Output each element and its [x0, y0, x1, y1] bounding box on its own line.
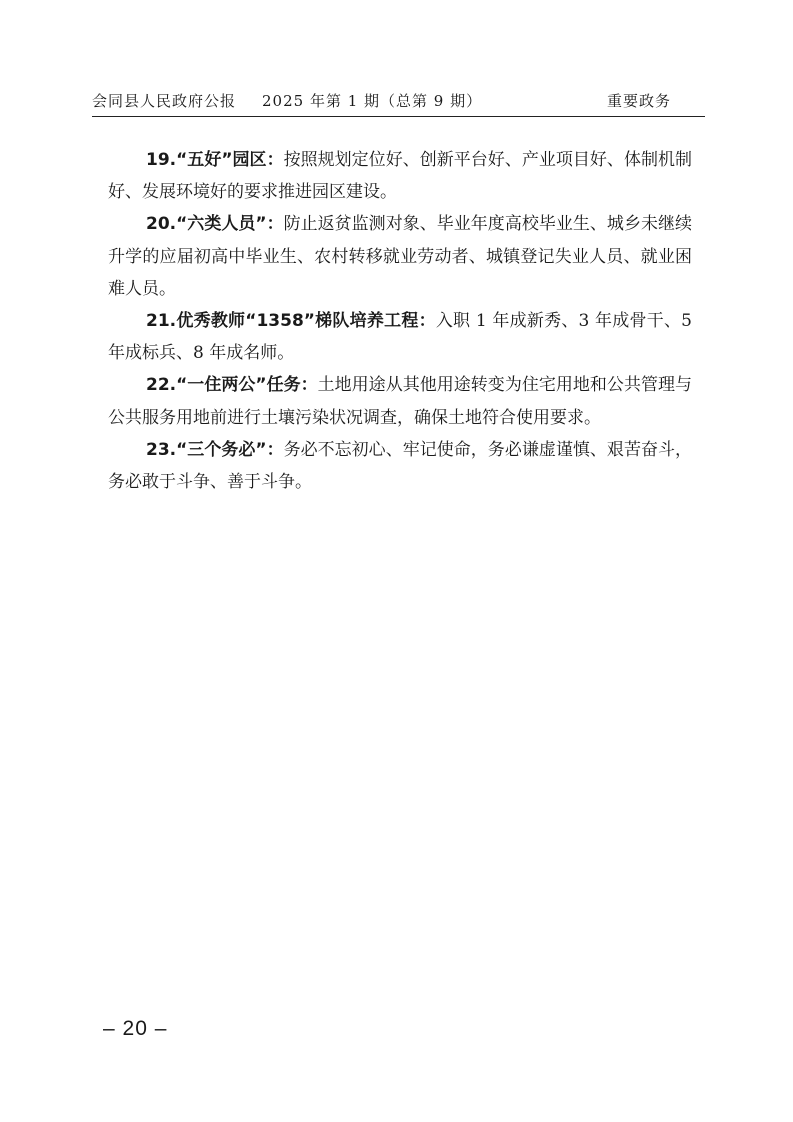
glossary-item-22 — [108, 369, 692, 433]
glossary-body — [108, 144, 692, 498]
glossary-term: 23.“三个务必”： — [146, 439, 284, 460]
page-number: – 20 – — [103, 1017, 168, 1040]
glossary-term: 20.“六类人员”： — [146, 214, 284, 235]
glossary-definition: 防止返贫监测对象、毕业年度高校毕业生、城乡未继续升学的应届初高中毕业生、农村转移就业劳动者、城镇登记失业人员、就业困难人员。 — [108, 214, 692, 299]
glossary-item-19 — [108, 144, 692, 208]
publication-title: 会同县人民政府公报 — [92, 92, 237, 110]
glossary-item-20 — [108, 208, 692, 305]
glossary-term: 19.“五好”园区： — [146, 150, 284, 170]
issue-number: 2025 年第 1 期（总第 9 期） — [262, 92, 483, 110]
section-name: 重要政务 — [606, 92, 671, 110]
glossary-term: 21.优秀教师“1358”梯队培养工程： — [146, 311, 436, 332]
running-header — [92, 88, 705, 114]
header-divider — [92, 116, 705, 117]
glossary-definition: 务必不忘初心、牢记使命，务必谦虚谨慎、艰苦奋斗，务必敢于斗争、善于斗争。 — [108, 439, 692, 493]
glossary-definition: 土地用途从其他用途转变为住宅用地和公共管理与公共服务用地前进行土壤污染状况调查，确保土地符合使用要求。 — [108, 375, 692, 428]
glossary-item-21 — [108, 305, 692, 369]
glossary-definition: 入职 1 年成新秀、3 年成骨干、5 年成标兵、8 年成名师。 — [108, 311, 692, 364]
glossary-item-23 — [108, 434, 692, 498]
glossary-definition: 按照规划定位好、创新平台好、产业项目好、体制机制好、发展环境好的要求推进园区建设。 — [108, 150, 692, 203]
glossary-term: 22.“一住两公”任务： — [146, 375, 318, 396]
